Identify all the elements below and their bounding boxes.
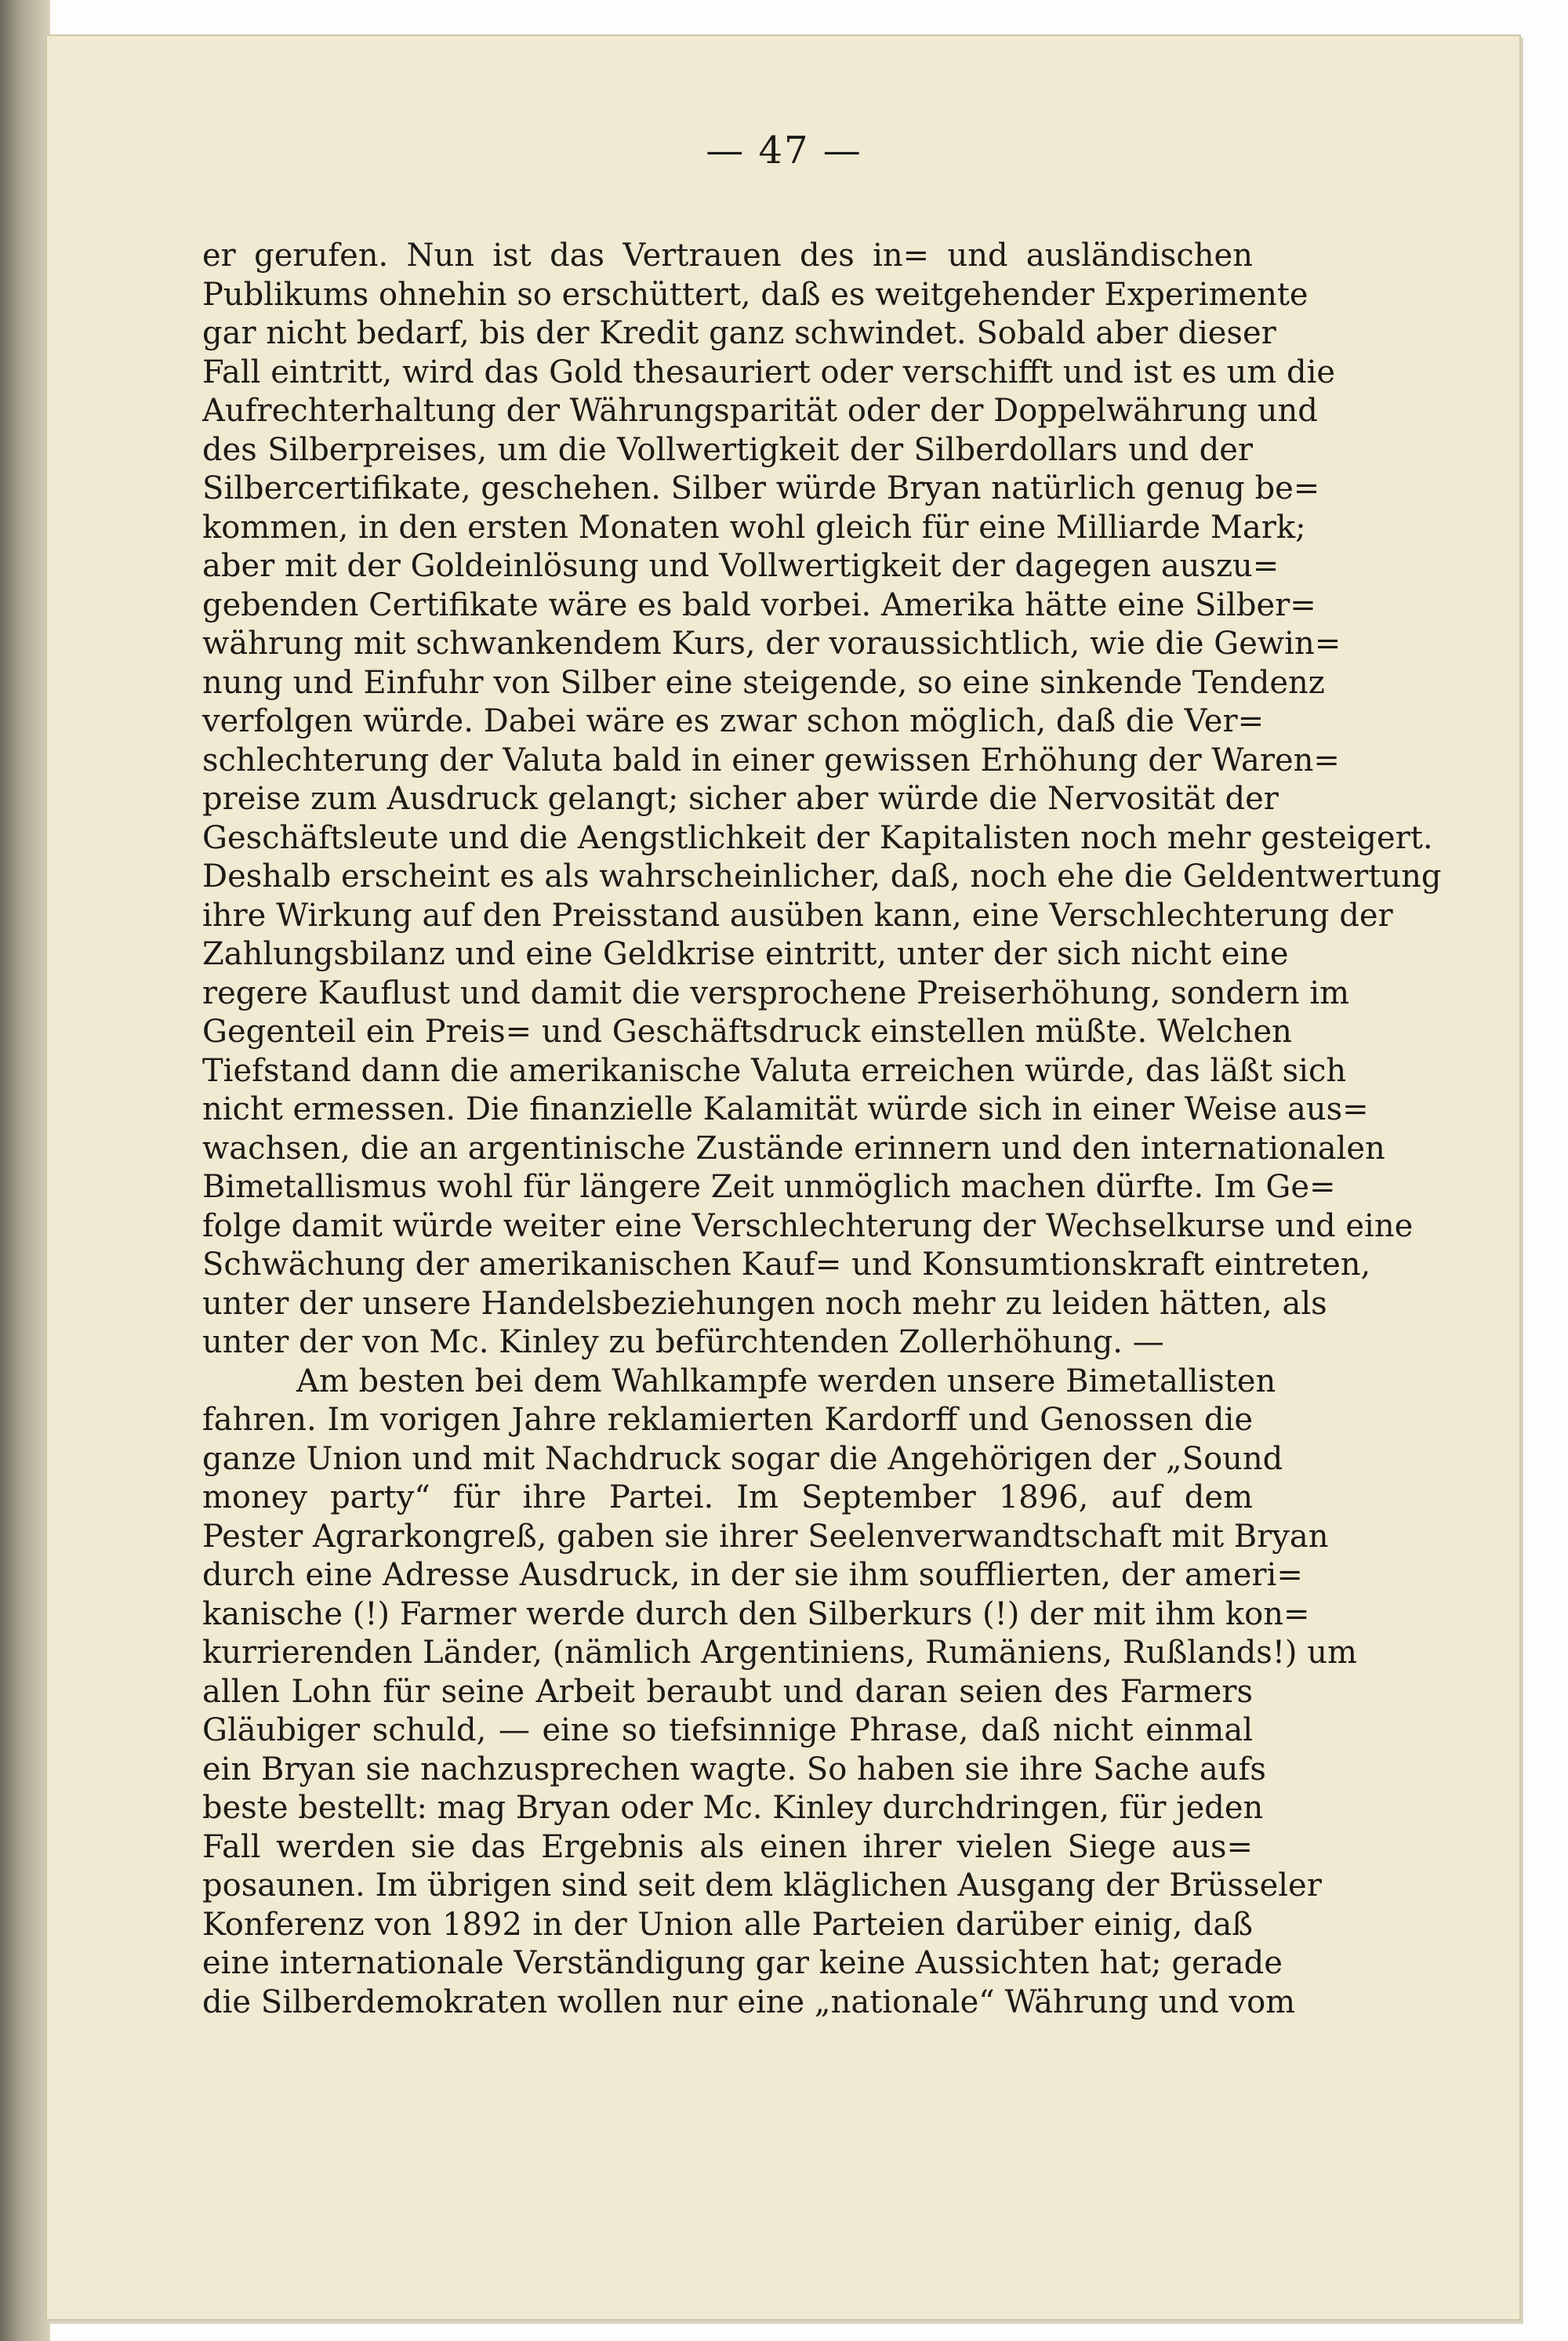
text-line: aber mit der Goldeinlösung und Vollwertigkeit der dagegen auszu= [202, 548, 1279, 584]
text-line: kommen, in den ersten Monaten wohl gleich für eine Milliarde Mark; [202, 509, 1306, 546]
text-line: Gläubiger schuld, — eine so tiefsinnige Phrase, daß nicht einmal [202, 1712, 1253, 1748]
text-line: allen Lohn für seine Arbeit beraubt und daran seien des Farmers [202, 1673, 1253, 1710]
text-line: regere Kauflust und damit die versprochene Preiserhöhung, sondern im [202, 975, 1350, 1011]
text-line: Deshalb erscheint es als wahrscheinlicher, daß, noch ehe die Geldentwertung [202, 858, 1442, 895]
text-line: verfolgen würde. Dabei wäre es zwar schon möglich, daß die Ver= [202, 703, 1265, 739]
text-line: Pester Agrarkongreß, gaben sie ihrer Seelenverwandtschaft mit Bryan [202, 1518, 1329, 1555]
text-line: nung und Einfuhr von Silber eine steigende, so eine sinkende Tendenz [202, 664, 1325, 701]
text-line: des Silberpreises, um die Vollwertigkeit der Silberdollars und der [202, 431, 1253, 468]
text-line: er gerufen. Nun ist das Vertrauen des in= und ausländischen [202, 238, 1253, 274]
text-line: kurrierenden Länder, (nämlich Argentiniens, Rumäniens, Rußlands!) um [202, 1635, 1357, 1671]
text-line: Am besten bei dem Wahlkampfe werden unsere Bimetallisten [296, 1363, 1276, 1399]
text-line: Konferenz von 1892 in der Union alle Parteien darüber einig, daß [202, 1906, 1253, 1943]
text-line: Geschäftsleute und die Aengstlichkeit der Kapitalisten noch mehr gesteigert. [202, 819, 1433, 856]
text-line: die Silberdemokraten wollen nur eine „nationale“ Währung und vom [202, 1983, 1296, 2020]
text-line: wachsen, die an argentinische Zustände erinnern und den internationalen [202, 1130, 1385, 1167]
text-line: posaunen. Im übrigen sind seit dem kläglichen Ausgang der Brüsseler [202, 1867, 1322, 1904]
text-line: Zahlungsbilanz und eine Geldkrise eintritt, unter der sich nicht eine [202, 936, 1289, 972]
text-line: eine internationale Verständigung gar keine Aussichten hat; gerade [202, 1945, 1283, 1981]
text-line: ihre Wirkung auf den Preisstand ausüben kann, eine Verschlechterung der [202, 897, 1393, 934]
text-line: währung mit schwankendem Kurs, der voraussichtlich, wie die Gewin= [202, 626, 1341, 662]
text-line: schlechterung der Valuta bald in einer gewissen Erhöhung der Waren= [202, 742, 1340, 779]
text-line: Aufrechterhaltung der Währungsparität oder der Doppelwährung und [202, 393, 1318, 429]
page-number: — 47 — [706, 129, 862, 172]
text-line: beste bestellt: mag Bryan oder Mc. Kinley durchdringen, für jeden [202, 1790, 1264, 1826]
text-line: fahren. Im vorigen Jahre reklamierten Kardorff und Genossen die [202, 1402, 1253, 1438]
text-line: kanische (!) Farmer werde durch den Silberkurs (!) der mit ihm kon= [202, 1595, 1310, 1632]
text-line: unter der unsere Handelsbeziehungen noch mehr zu leiden hätten, als [202, 1285, 1327, 1322]
text-line: durch eine Adresse Ausdruck, in der sie ihm soufflierten, der ameri= [202, 1557, 1303, 1593]
text-line: folge damit würde weiter eine Verschlechterung der Wechselkurse und eine [202, 1207, 1414, 1244]
book-spine [0, 0, 50, 2341]
text-line: Bimetallismus wohl für längere Zeit unmöglich machen dürfte. Im Ge= [202, 1169, 1336, 1205]
text-line: Fall werden sie das Ergebnis als einen ihrer vielen Siege aus= [202, 1828, 1253, 1865]
text-line: gar nicht bedarf, bis der Kredit ganz schwindet. Sobald aber dieser [202, 315, 1276, 351]
text-line: preise zum Ausdruck gelangt; sicher aber würde die Nervosität der [202, 781, 1279, 817]
body-text [202, 237, 1442, 2022]
text-line: ein Bryan sie nachzusprechen wagte. So haben sie ihre Sache aufs [202, 1751, 1266, 1788]
text-line: ganze Union und mit Nachdruck sogar die Angehörigen der „Sound [202, 1440, 1283, 1477]
text-line: unter der von Mc. Kinley zu befürchtenden Zollerhöhung. — [202, 1324, 1164, 1360]
text-line: money party“ für ihre Partei. Im September 1896, auf dem [202, 1479, 1253, 1515]
text-line: Schwächung der amerikanischen Kauf= und Konsumtionskraft eintreten, [202, 1247, 1371, 1283]
text-line: Fall eintritt, wird das Gold thesauriert oder verschifft und ist es um die [202, 354, 1336, 390]
text-line: Publikums ohnehin so erschüttert, daß es weitgehender Experimente [202, 276, 1308, 313]
text-line: Silbercertifikate, geschehen. Silber würde Bryan natürlich genug be= [202, 470, 1320, 506]
text-line: nicht ermessen. Die finanzielle Kalamität würde sich in einer Weise aus= [202, 1091, 1369, 1127]
text-line: gebenden Certifikate wäre es bald vorbei. Amerika hätte eine Silber= [202, 586, 1316, 623]
text-line: Tiefstand dann die amerikanische Valuta erreichen würde, das läßt sich [202, 1052, 1347, 1089]
text-line: Gegenteil ein Preis= und Geschäftsdruck einstellen müßte. Welchen [202, 1014, 1292, 1050]
